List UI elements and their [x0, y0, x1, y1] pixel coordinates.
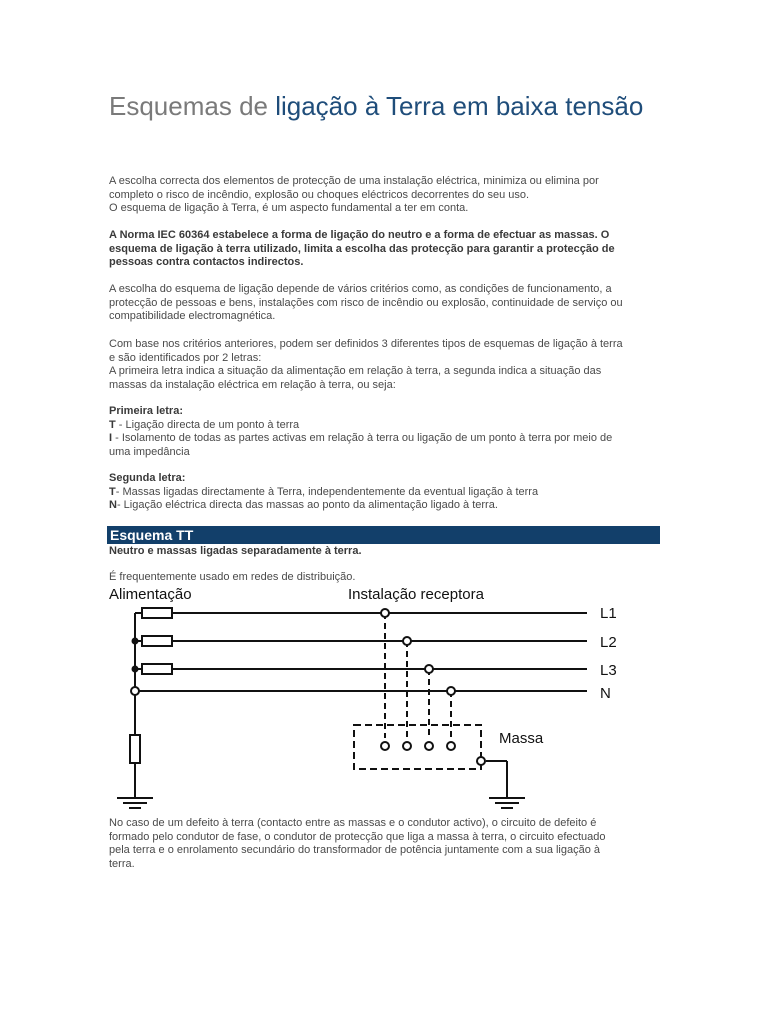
- segunda-letra-t: [109, 486, 659, 500]
- letter-t: T: [109, 418, 116, 431]
- primeira-letra-block: [109, 405, 659, 459]
- esquema-tt-subtitle-block: [109, 545, 659, 559]
- label-l1: L1: [600, 605, 617, 622]
- letter-t-text: - Massas ligadas directamente à Terra, independentemente da eventual ligação à terra: [115, 485, 539, 498]
- criterios-line: compatibilidade electromagnética.: [109, 310, 276, 322]
- tipos-line: A primeira letra indica a situação da alimentação em relação à terra, a segunda indica a situação das: [109, 365, 602, 377]
- label-l2: L2: [600, 634, 617, 651]
- page-title-rest: ligação à Terra em baixa tensão: [267, 91, 644, 121]
- l3-winding: [142, 664, 172, 674]
- equipment-terminal-l2: [403, 742, 411, 750]
- criterios-paragraph: [109, 283, 659, 324]
- intro-line: O esquema de ligação à Terra, é um aspecto fundamental a ter em conta.: [109, 202, 469, 214]
- intro-paragraph: [109, 175, 659, 216]
- tt-earthing-diagram: [100, 580, 660, 815]
- massa-terminal: [477, 757, 485, 765]
- defeito-line: terra.: [109, 857, 135, 870]
- norma-line: pessoas contra contactos indirectos.: [109, 256, 304, 268]
- primeira-letra-i-cont: uma impedância: [109, 445, 190, 458]
- tipos-line: massas da instalação eléctrica em relação à terra, ou seja:: [109, 378, 396, 391]
- junction-dot: [132, 666, 139, 673]
- tipos-line: Com base nos critérios anteriores, podem ser definidos 3 diferentes tipos de esquemas de ligação à terra: [109, 338, 623, 350]
- primeira-letra-heading: Primeira letra:: [109, 405, 183, 417]
- neutral-impedance: [130, 735, 140, 763]
- segunda-letra-block: [109, 472, 659, 513]
- equipment-terminal-n: [447, 742, 455, 750]
- page-title: [109, 90, 669, 122]
- norma-line: A Norma IEC 60364 estabelece a forma de ligação do neutro e a forma de efectuar as massas. O: [109, 229, 610, 241]
- l1-tap-terminal: [381, 609, 389, 617]
- esquema-tt-usage: É frequentemente usado em redes de distribuição.: [109, 571, 356, 583]
- letter-i: I: [109, 432, 113, 444]
- letter-i-text: - Isolamento de todas as partes activas em relação à terra ou ligação de um ponto à terra por meio de: [112, 432, 613, 444]
- intro-line: A escolha correcta dos elementos de protecção de uma instalação eléctrica, minimiza ou elimina por: [109, 175, 599, 187]
- l3-tap-terminal: [425, 665, 433, 673]
- section-heading-esquema-tt: Esquema TT: [107, 526, 660, 544]
- equipment-terminal-l1: [381, 742, 389, 750]
- letter-n-text: - Ligação eléctrica directa das massas ao ponto da alimentação ligado à terra.: [116, 499, 498, 511]
- n-tap-terminal: [447, 687, 455, 695]
- l2-winding: [142, 636, 172, 646]
- equipment-enclosure: [354, 725, 481, 769]
- label-instalacao-receptora: Instalação receptora: [348, 586, 484, 603]
- letter-n: N: [109, 499, 117, 511]
- intro-line: completo o risco de incêndio, explosão ou choques eléctricos decorrentes do seu uso.: [109, 188, 530, 201]
- segunda-letra-heading: Segunda letra:: [109, 472, 186, 484]
- label-l3: L3: [600, 662, 617, 679]
- defeito-line: No caso de um defeito à terra (contacto entre as massas e o condutor activo), o circuito de defeito é: [109, 817, 597, 829]
- norma-paragraph: [109, 229, 659, 270]
- label-n: N: [600, 685, 611, 702]
- l2-tap-terminal: [403, 637, 411, 645]
- l1-winding: [142, 608, 172, 618]
- junction-dot: [132, 638, 139, 645]
- earth-icon: [117, 798, 153, 808]
- criterios-line: A escolha do esquema de ligação depende de vários critérios como, as condições de funcionamento, a: [109, 283, 612, 295]
- label-massa: Massa: [499, 730, 544, 747]
- primeira-letra-t: [109, 419, 659, 433]
- page-title-lead: Esquemas de: [109, 91, 268, 121]
- supply-neutral-terminal: [131, 687, 139, 695]
- segunda-letra-n: [109, 499, 659, 513]
- primeira-letra-i: [109, 432, 659, 446]
- esquema-tt-subtitle: Neutro e massas ligadas separadamente à terra.: [109, 545, 362, 557]
- norma-line: esquema de ligação à terra utilizado, limita a escolha das protecção para garantir a protecção de: [109, 242, 615, 255]
- criterios-line: protecção de pessoas e bens, instalações com risco de incêndio ou explosão, continuidade de serviço ou: [109, 296, 623, 309]
- letter-t: T: [109, 485, 116, 498]
- tipos-paragraph: [109, 338, 659, 392]
- tipos-line: e são identificados por 2 letras:: [109, 351, 262, 364]
- earth-icon: [489, 798, 525, 808]
- equipment-terminal-l3: [425, 742, 433, 750]
- letter-t-text: - Ligação directa de um ponto à terra: [115, 418, 300, 431]
- label-alimentacao: Alimentação: [109, 586, 192, 603]
- defeito-paragraph: [109, 817, 659, 871]
- defeito-line: formado pelo condutor de fase, o condutor de protecção que liga a massa à terra, o circuito efectuado: [109, 830, 606, 843]
- defeito-line: pela terra e o enrolamento secundário do transformador de potência juntamente com a sua ligação à: [109, 844, 601, 856]
